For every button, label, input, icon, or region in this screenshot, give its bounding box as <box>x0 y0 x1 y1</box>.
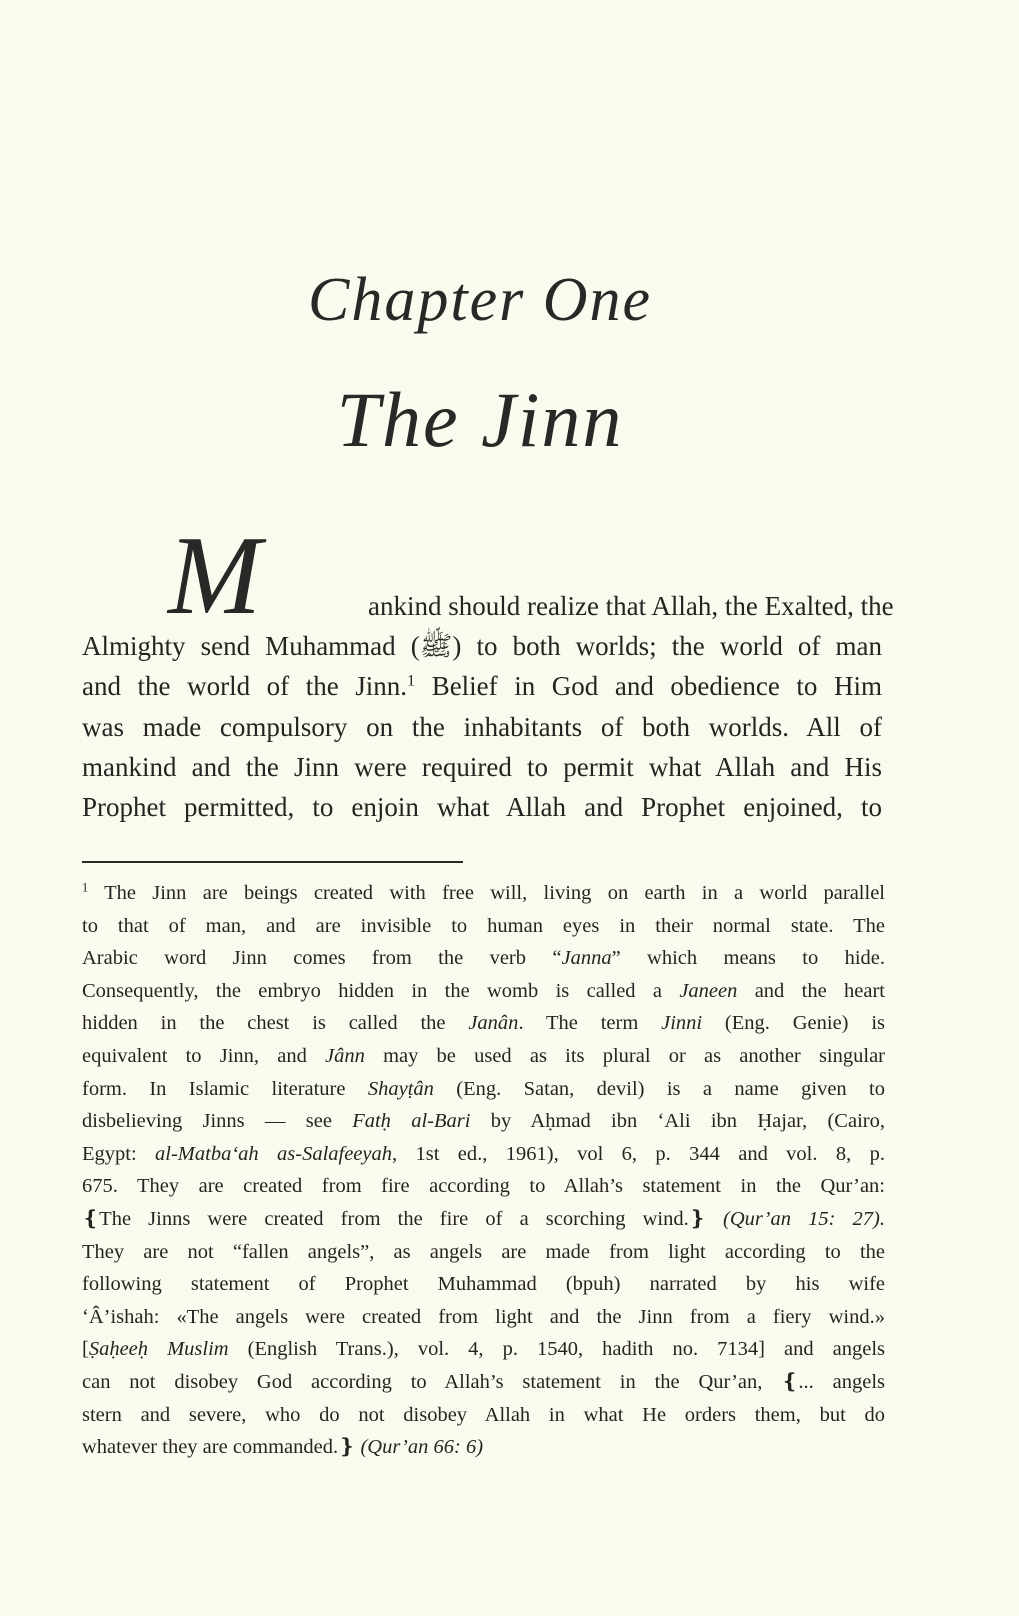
text-run: ❴The Jinns were created from the fire of a scorching wind.❵ <box>82 1208 724 1230</box>
text-run: Prophet permitted, to enjoin what Allah and Prophet enjoined, to <box>82 792 882 822</box>
text-run: They are not “fallen angels”, as angels are made from light according to the <box>82 1240 885 1263</box>
italic-run: (Qur’an 15: 27). <box>723 1208 885 1230</box>
text-run: and the world of the Jinn. <box>82 671 408 702</box>
body-line <box>82 709 882 745</box>
text-run: hidden in the chest is called the <box>82 1012 469 1035</box>
italic-run: Janeen <box>679 979 738 1002</box>
text-run: Egypt: <box>82 1142 156 1165</box>
footnote-line <box>82 1172 885 1200</box>
text-run: (Eng. Genie) is <box>702 1012 886 1035</box>
text-run: ankind should realize that Allah, the Exalted, the <box>368 591 894 621</box>
text-run: and the heart <box>737 979 885 1002</box>
footnote-line <box>82 1107 885 1135</box>
footnote-line <box>82 1401 885 1429</box>
text-run: The Jinn are beings created with free will, living on earth in a world parallel <box>88 882 885 904</box>
footnote-line <box>82 1270 885 1298</box>
text-run: (Eng. Satan, devil) is a name given to <box>433 1077 885 1100</box>
body-line <box>82 749 882 785</box>
text-run: equivalent to Jinn, and <box>82 1045 326 1067</box>
text-run: [ <box>82 1338 89 1361</box>
text-run: Belief in God and obedience to Him <box>415 671 882 702</box>
text-run: (English Trans.), vol. 4, p. 1540, hadith no. 7134] and angels <box>228 1338 885 1361</box>
footnote-line <box>82 1335 885 1363</box>
italic-run: (Qur’an 66: 6) <box>360 1436 484 1459</box>
text-run: was made compulsory on the inhabitants of both worlds. All of <box>82 711 882 742</box>
footnote-line <box>82 1238 885 1266</box>
italic-run: Janna <box>561 947 612 970</box>
footnote-line <box>82 977 885 1005</box>
footnote-line <box>82 1075 885 1103</box>
text-run: . The term <box>518 1012 662 1035</box>
text-run: whatever they are commanded.❵ <box>82 1436 361 1459</box>
text-run: form. In Islamic literature <box>82 1077 368 1100</box>
italic-run: al-Matba‘ah as-Salafeeyah <box>155 1142 393 1165</box>
text-run: to that of man, and are invisible to human eyes in their normal state. The <box>82 914 885 937</box>
body-line <box>82 628 882 664</box>
chapter-label: Chapter One <box>307 266 653 334</box>
footnote-line <box>82 1368 885 1396</box>
body-line <box>82 789 882 825</box>
body-line <box>368 588 894 624</box>
italic-run: Fatḥ al-Bari <box>352 1110 471 1133</box>
footnote-line <box>82 1009 885 1037</box>
italic-run: Jinni <box>661 1012 703 1035</box>
text-run: can not disobey God according to Allah’s statement in the Qur’an, ❴... angels <box>82 1371 885 1393</box>
footnote-line <box>82 1303 885 1331</box>
footnote-line <box>82 1433 885 1461</box>
text-run: disbelieving Jinns — see <box>82 1110 353 1133</box>
footnote-line <box>82 912 885 940</box>
drop-cap: M <box>168 514 262 638</box>
italic-run: Ṣaḥeeḥ Muslim <box>88 1338 229 1361</box>
italic-run: Jânn <box>325 1045 365 1067</box>
body-line <box>82 668 882 704</box>
text-run: may be used as its plural or as another singular <box>364 1045 885 1067</box>
footnote-line <box>82 879 885 907</box>
footnote-line <box>82 1042 885 1070</box>
text-run: , 1st ed., 1961), vol 6, p. 344 and vol. 8, p. <box>392 1142 885 1165</box>
footnote-marker: 1 <box>82 880 89 895</box>
footnote-line <box>82 1205 885 1233</box>
text-run: ‘Â’ishah: «The angels were created from light and the Jinn from a fiery wind.» <box>82 1305 885 1328</box>
text-run: ” which means to hide. <box>611 947 885 970</box>
text-run: Arabic word Jinn comes from the verb “ <box>82 947 562 970</box>
text-run: Consequently, the embryo hidden in the womb is called a <box>82 979 680 1002</box>
text-run: mankind and the Jinn were required to permit what Allah and His <box>82 751 882 782</box>
italic-run: Janân <box>468 1012 519 1035</box>
italic-run: Shayṭân <box>367 1077 434 1100</box>
footnote-line <box>82 944 885 972</box>
footnote-marker: 1 <box>407 671 416 690</box>
text-run: Almighty send Muhammad (ﷺ) to both worlds; the world of man <box>82 631 883 662</box>
footnote-rule <box>82 861 463 863</box>
chapter-title: The Jinn <box>336 376 624 463</box>
text-run: by Aḥmad ibn ‘Ali ibn Ḥajar, (Cairo, <box>470 1110 885 1133</box>
text-run: following statement of Prophet Muhammad (bpuh) narrated by his wife <box>82 1273 885 1296</box>
text-run: stern and severe, who do not disobey Allah in what He orders them, but do <box>82 1403 885 1426</box>
footnote-line <box>82 1140 885 1168</box>
text-run: 675. They are created from fire according to Allah’s statement in the Qur’an: <box>82 1175 885 1198</box>
